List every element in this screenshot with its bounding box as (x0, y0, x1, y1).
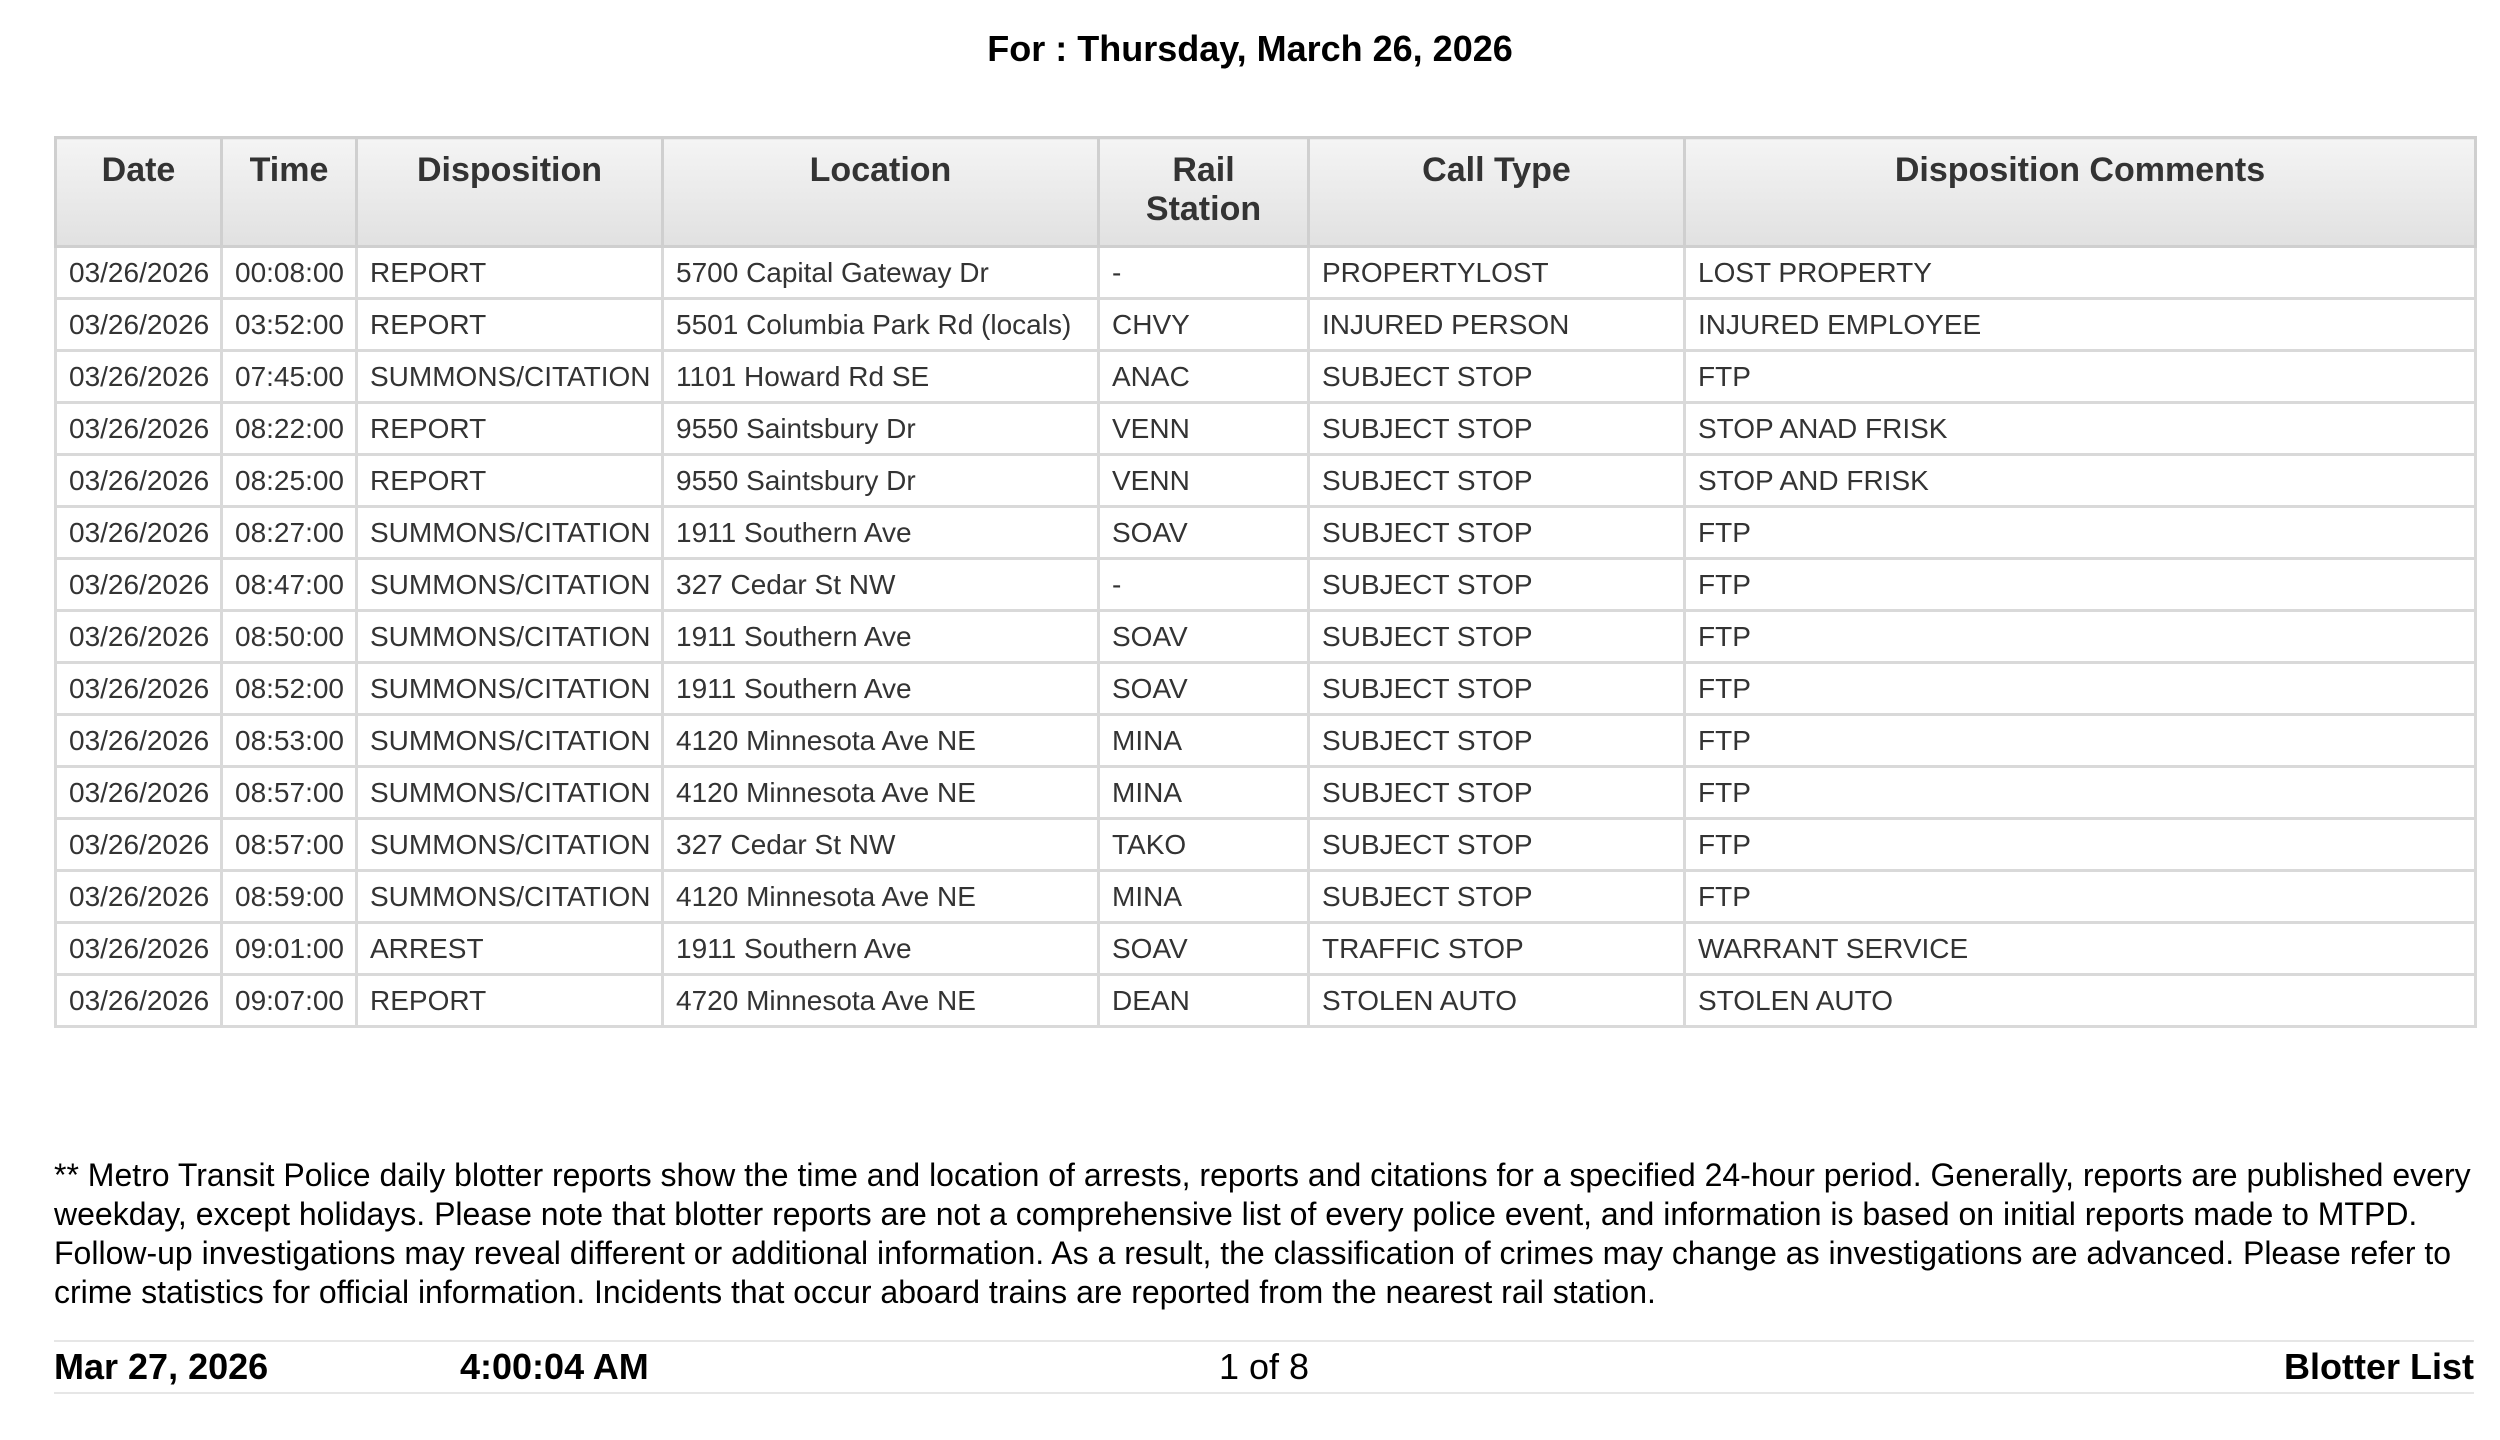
cell-location: 1911 Southern Ave (663, 663, 1099, 715)
cell-disposition: SUMMONS/CITATION (357, 507, 663, 559)
cell-location: 5501 Columbia Park Rd (locals) (663, 299, 1099, 351)
cell-disposition-comments: WARRANT SERVICE (1685, 923, 2476, 975)
table-row (56, 715, 2476, 767)
cell-date: 03/26/2026 (56, 403, 222, 455)
cell-disposition-comments: FTP (1685, 767, 2476, 819)
cell-disposition-comments: FTP (1685, 559, 2476, 611)
cell-location: 1911 Southern Ave (663, 923, 1099, 975)
cell-disposition-comments: LOST PROPERTY (1685, 247, 2476, 299)
cell-time: 08:25:00 (222, 455, 357, 507)
cell-disposition-comments: INJURED EMPLOYEE (1685, 299, 2476, 351)
cell-disposition-comments: FTP (1685, 871, 2476, 923)
cell-rail-station: CHVY (1099, 299, 1309, 351)
disclaimer-note: ** Metro Transit Police daily blotter reports show the time and location of arrests, reports and citations for a specified 24-hour period. Generally, reports are published every weekday, except holidays. Please note that blotter reports are not a comprehensive list of every police event, and information is based on initial reports made to MTPD. Follow-up investigations may reveal different or additional information. As a result, the classification of crimes may change as investigations are advanced. Please refer to crime statistics for official information. Incidents that occur aboard trains are reported from the nearest rail station. (54, 1157, 2471, 1310)
cell-disposition: SUMMONS/CITATION (357, 819, 663, 871)
cell-call-type: SUBJECT STOP (1309, 351, 1685, 403)
cell-disposition: SUMMONS/CITATION (357, 871, 663, 923)
cell-rail-station: DEAN (1099, 975, 1309, 1027)
cell-date: 03/26/2026 (56, 455, 222, 507)
cell-date: 03/26/2026 (56, 351, 222, 403)
cell-rail-station: - (1099, 559, 1309, 611)
cell-location: 4120 Minnesota Ave NE (663, 871, 1099, 923)
cell-time: 09:07:00 (222, 975, 357, 1027)
table-row (56, 507, 2476, 559)
cell-time: 08:27:00 (222, 507, 357, 559)
cell-rail-station: MINA (1099, 871, 1309, 923)
cell-disposition: REPORT (357, 455, 663, 507)
cell-disposition: SUMMONS/CITATION (357, 663, 663, 715)
cell-call-type: PROPERTYLOST (1309, 247, 1685, 299)
table-row (56, 611, 2476, 663)
cell-date: 03/26/2026 (56, 247, 222, 299)
cell-call-type: SUBJECT STOP (1309, 559, 1685, 611)
table-row (56, 923, 2476, 975)
cell-disposition: REPORT (357, 247, 663, 299)
cell-disposition-comments: FTP (1685, 663, 2476, 715)
column-header-date: Date (56, 138, 222, 247)
column-header-time: Time (222, 138, 357, 247)
cell-disposition: SUMMONS/CITATION (357, 611, 663, 663)
cell-call-type: SUBJECT STOP (1309, 871, 1685, 923)
cell-time: 08:22:00 (222, 403, 357, 455)
cell-call-type: INJURED PERSON (1309, 299, 1685, 351)
cell-call-type: STOLEN AUTO (1309, 975, 1685, 1027)
cell-disposition: REPORT (357, 299, 663, 351)
table-row (56, 559, 2476, 611)
table-header-row (56, 138, 2476, 247)
column-header-disposition-comments: Disposition Comments (1685, 138, 2476, 247)
page-footer (54, 1340, 2474, 1394)
column-header-rail-station: Rail Station (1099, 138, 1309, 247)
cell-time: 08:47:00 (222, 559, 357, 611)
cell-time: 07:45:00 (222, 351, 357, 403)
cell-time: 08:57:00 (222, 767, 357, 819)
cell-disposition-comments: STOP ANAD FRISK (1685, 403, 2476, 455)
column-header-call-type: Call Type (1309, 138, 1685, 247)
cell-time: 09:01:00 (222, 923, 357, 975)
table-row (56, 455, 2476, 507)
table-row (56, 247, 2476, 299)
cell-disposition: SUMMONS/CITATION (357, 559, 663, 611)
cell-date: 03/26/2026 (56, 715, 222, 767)
cell-rail-station: SOAV (1099, 663, 1309, 715)
cell-time: 08:50:00 (222, 611, 357, 663)
table-row (56, 975, 2476, 1027)
cell-date: 03/26/2026 (56, 975, 222, 1027)
report-date: Thursday, March 26, 2026 (1077, 28, 1513, 69)
cell-rail-station: SOAV (1099, 611, 1309, 663)
cell-disposition: REPORT (357, 403, 663, 455)
cell-time: 08:52:00 (222, 663, 357, 715)
cell-time: 03:52:00 (222, 299, 357, 351)
cell-location: 4120 Minnesota Ave NE (663, 767, 1099, 819)
cell-location: 5700 Capital Gateway Dr (663, 247, 1099, 299)
cell-rail-station: MINA (1099, 767, 1309, 819)
footer-report-title: Blotter List (2283, 1346, 2474, 1387)
cell-time: 08:57:00 (222, 819, 357, 871)
cell-disposition-comments: FTP (1685, 351, 2476, 403)
cell-disposition: SUMMONS/CITATION (357, 351, 663, 403)
cell-disposition-comments: FTP (1685, 507, 2476, 559)
table-row (56, 767, 2476, 819)
cell-call-type: SUBJECT STOP (1309, 715, 1685, 767)
cell-date: 03/26/2026 (56, 819, 222, 871)
cell-rail-station: - (1099, 247, 1309, 299)
footer-print-time: 4:00:04 AM (460, 1346, 649, 1387)
cell-rail-station: VENN (1099, 455, 1309, 507)
table-row (56, 351, 2476, 403)
cell-disposition-comments: FTP (1685, 611, 2476, 663)
cell-location: 327 Cedar St NW (663, 819, 1099, 871)
cell-rail-station: VENN (1099, 403, 1309, 455)
title-prefix: For : (987, 28, 1068, 69)
cell-date: 03/26/2026 (56, 559, 222, 611)
cell-rail-station: ANAC (1099, 351, 1309, 403)
table-row (56, 299, 2476, 351)
cell-location: 1911 Southern Ave (663, 611, 1099, 663)
report-title (0, 28, 2500, 70)
table-row (56, 871, 2476, 923)
cell-location: 327 Cedar St NW (663, 559, 1099, 611)
cell-time: 00:08:00 (222, 247, 357, 299)
cell-disposition-comments: STOLEN AUTO (1685, 975, 2476, 1027)
table-row (56, 403, 2476, 455)
cell-disposition: SUMMONS/CITATION (357, 715, 663, 767)
blotter-table (54, 136, 2477, 1028)
cell-date: 03/26/2026 (56, 507, 222, 559)
cell-date: 03/26/2026 (56, 871, 222, 923)
table-row (56, 663, 2476, 715)
cell-location: 9550 Saintsbury Dr (663, 455, 1099, 507)
cell-date: 03/26/2026 (56, 767, 222, 819)
cell-rail-station: SOAV (1099, 923, 1309, 975)
cell-call-type: SUBJECT STOP (1309, 403, 1685, 455)
cell-disposition-comments: STOP AND FRISK (1685, 455, 2476, 507)
cell-time: 08:59:00 (222, 871, 357, 923)
footer-print-date: Mar 27, 2026 (54, 1346, 269, 1387)
cell-location: 1911 Southern Ave (663, 507, 1099, 559)
cell-call-type: SUBJECT STOP (1309, 455, 1685, 507)
blotter-table-container (54, 136, 2474, 1028)
cell-location: 1101 Howard Rd SE (663, 351, 1099, 403)
cell-rail-station: TAKO (1099, 819, 1309, 871)
cell-time: 08:53:00 (222, 715, 357, 767)
cell-disposition: ARREST (357, 923, 663, 975)
cell-call-type: SUBJECT STOP (1309, 819, 1685, 871)
table-body (56, 247, 2476, 1027)
cell-date: 03/26/2026 (56, 663, 222, 715)
table-row (56, 819, 2476, 871)
cell-disposition: SUMMONS/CITATION (357, 767, 663, 819)
cell-call-type: SUBJECT STOP (1309, 611, 1685, 663)
cell-call-type: TRAFFIC STOP (1309, 923, 1685, 975)
cell-call-type: SUBJECT STOP (1309, 767, 1685, 819)
column-header-location: Location (663, 138, 1099, 247)
cell-date: 03/26/2026 (56, 923, 222, 975)
cell-location: 4720 Minnesota Ave NE (663, 975, 1099, 1027)
cell-disposition-comments: FTP (1685, 715, 2476, 767)
cell-location: 4120 Minnesota Ave NE (663, 715, 1099, 767)
cell-location: 9550 Saintsbury Dr (663, 403, 1099, 455)
cell-disposition: REPORT (357, 975, 663, 1027)
cell-rail-station: SOAV (1099, 507, 1309, 559)
cell-date: 03/26/2026 (56, 299, 222, 351)
cell-call-type: SUBJECT STOP (1309, 663, 1685, 715)
cell-date: 03/26/2026 (56, 611, 222, 663)
cell-disposition-comments: FTP (1685, 819, 2476, 871)
column-header-disposition: Disposition (357, 138, 663, 247)
footer-page-number: 1 of 8 (1218, 1346, 1310, 1387)
cell-call-type: SUBJECT STOP (1309, 507, 1685, 559)
cell-rail-station: MINA (1099, 715, 1309, 767)
